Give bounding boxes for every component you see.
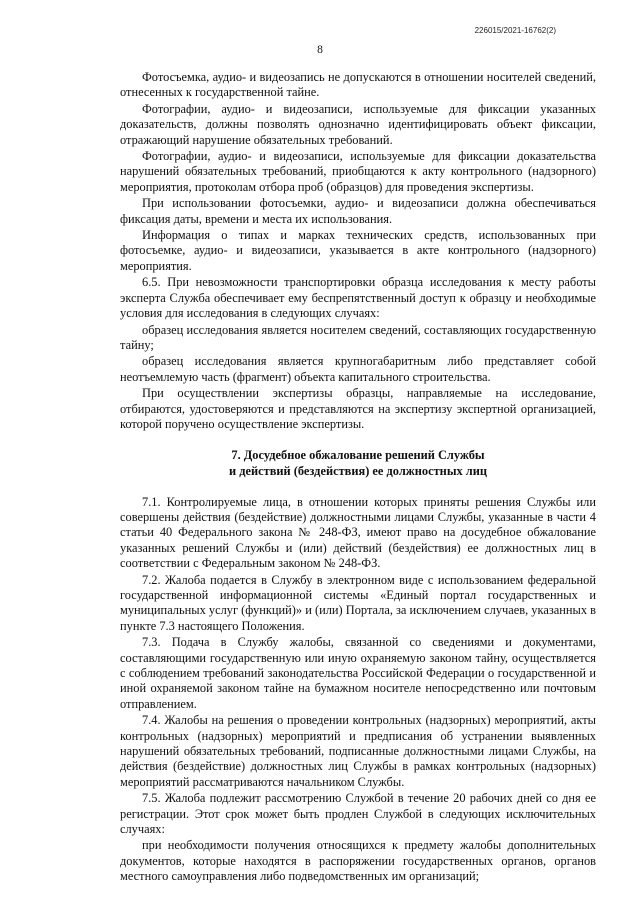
paragraph: При осуществлении экспертизы образцы, направляемые на исследование, отбираются, удостоверяются и представляются на экспертизу экспертной организацией, которой поручено осуществление экспертизы. — [120, 386, 596, 431]
paragraph: Фотосъемка, аудио- и видеозапись не допускаются в отношении носителей сведений, отнесенных к государственной тайне. — [120, 70, 596, 100]
section-title-line-1: 7. Досудебное обжалование решений Службы — [231, 448, 485, 463]
paragraph: 7.1. Контролируемые лица, в отношении которых приняты решения Службы или совершены действия (бездействие) должностными лицами Службы, указанные в части 4 статьи 40 Федерального закона № 248-ФЗ, имеют право на досудебное обжалование указанных решений Службы и (или) действий (бездействия) ее должностных лиц в соответствии с Федеральным законом № 248-ФЗ. — [120, 494, 596, 571]
paragraph: 7.3. Подача в Службу жалобы, связанной со сведениями и документами, составляющими государственную или иную охраняемую законом тайну, осуществляется с соблюдением требований законодательства Российской Федерации о государственной и иной охраняемой законом тайне на бумажном носителе непосредственно или почтовым отправлением. — [120, 635, 596, 711]
paragraph: При использовании фотосъемки, аудио- и видеозаписи должна обеспечиваться фиксация даты, времени и места их использования. — [120, 196, 596, 226]
paragraph: Фотографии, аудио- и видеозаписи, используемые для фиксации доказательства нарушений обязательных требований, приобщаются к акту контрольного (надзорного) мероприятия, протоколам отбора проб (образцов) для проведения экспертизы. — [120, 149, 596, 194]
paragraph: 7.5. Жалоба подлежит рассмотрению Службой в течение 20 рабочих дней со дня ее регистрации. Этот срок может быть продлен Службой в следующих исключительных случаях: — [120, 791, 596, 837]
document-number: 226015/2021-16762(2) — [474, 26, 556, 35]
paragraph: 7.2. Жалоба подается в Службу в электронном виде с использованием федеральной государственной информационной системы «Единый портал государственных и муниципальных услуг (функций)» и (или) Портала, за исключением случаев, указанных в пункте 7.3 настоящего Положения. — [120, 572, 596, 633]
paragraph: образец исследования является крупногабаритным либо представляет собой неотъемлемую часть (фрагмент) объекта капитального строительства. — [120, 354, 596, 384]
paragraph: Информация о типах и марках технических средств, использованных при фотосъемке, аудио- и видеозаписи, указывается в акте контрольного (надзорного) мероприятия. — [120, 228, 596, 273]
page-number: 8 — [317, 44, 323, 56]
paragraph: образец исследования является носителем сведений, составляющих государственную тайну; — [120, 322, 596, 352]
paragraph: 6.5. При невозможности транспортировки образца исследования к месту работы эксперта Служба обеспечивает ему беспрепятственный доступ к образцу и необходимые условия для исследования в следующих случаях: — [120, 275, 596, 321]
paragraph: при необходимости получения относящихся к предмету жалобы дополнительных документов, которые находятся в распоряжении государственных органов, органов местного самоуправления либо подведомственных им организаций; — [120, 838, 596, 884]
paragraph: Фотографии, аудио- и видеозаписи, используемые для фиксации указанных доказательств, должны позволять однозначно идентифицировать объект фиксации, отражающий нарушение обязательных требований. — [120, 101, 596, 147]
section-title-line-2: и действий (бездействия) ее должностных лиц — [228, 463, 488, 478]
document-body — [120, 70, 596, 886]
section-heading — [120, 448, 596, 479]
paragraph: 7.4. Жалобы на решения о проведении контрольных (надзорных) мероприятий, акты контрольных (надзорных) мероприятий и предписания об устранении выявленных нарушений обязательных требований, подписанные должностными лицами Службы, на действия (бездействие) должностных лиц Службы в рамках контрольных (надзорных) мероприятий рассматриваются начальником Службы. — [120, 713, 596, 789]
